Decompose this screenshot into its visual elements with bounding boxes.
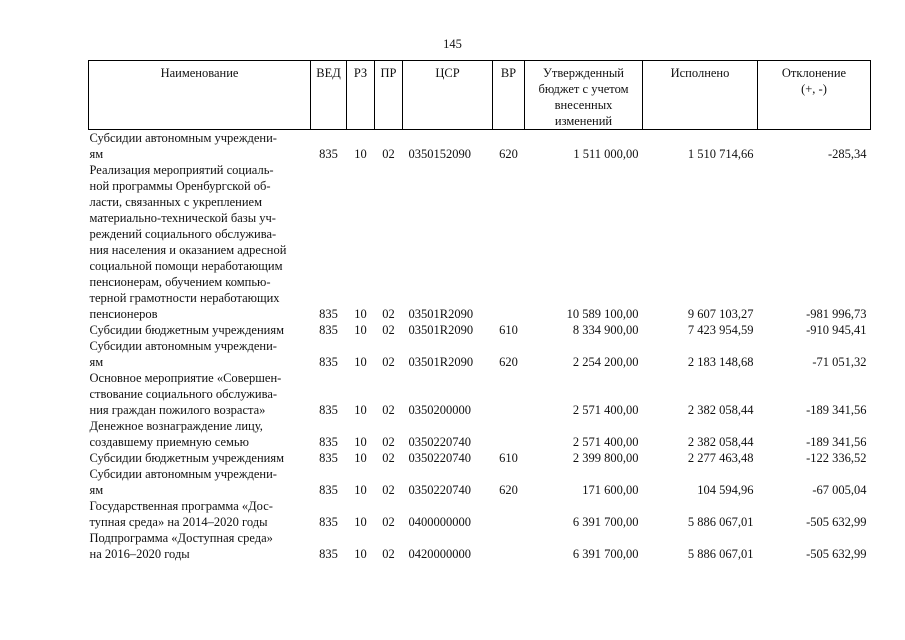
row-vr: 620	[499, 483, 518, 497]
row-pr: 02	[382, 403, 395, 417]
row-executed: 1 510 714,66	[687, 147, 754, 161]
row-executed: 104 594,96	[697, 483, 754, 497]
row-pr: 02	[382, 323, 395, 337]
row-deviation: -189 341,56	[806, 435, 867, 449]
row-name-line: на 2016–2020 годы	[89, 547, 190, 561]
row-name-line: ям	[89, 147, 104, 161]
row-budget: 10 589 100,00	[566, 307, 639, 321]
row-budget: 1 511 000,00	[573, 147, 639, 161]
row-name	[89, 322, 311, 338]
table-row	[89, 130, 871, 163]
table-row	[89, 418, 871, 450]
row-name-line: тупная среда» на 2014–2020 годы	[89, 515, 268, 529]
row-ved: 835	[319, 307, 338, 321]
row-budget: 8 334 900,00	[572, 323, 639, 337]
row-name-line: Субсидии автономным учреждени-	[89, 131, 277, 145]
row-executed: 2 382 058,44	[687, 403, 754, 417]
row-pr: 02	[382, 547, 395, 561]
table-body	[89, 130, 871, 563]
row-csr: 0350220740	[408, 451, 471, 465]
row-name-line: пенсионерам, обучением компью-	[89, 275, 271, 289]
row-executed: 2 183 148,68	[687, 355, 754, 369]
table-row	[89, 450, 871, 466]
row-vr: 620	[499, 355, 518, 369]
table-row	[89, 466, 871, 498]
row-name	[89, 450, 311, 466]
table-row	[89, 530, 871, 562]
row-csr: 0350200000	[408, 403, 471, 417]
row-budget: 6 391 700,00	[572, 547, 639, 561]
row-name-line: ям	[89, 483, 104, 497]
row-vr	[493, 370, 525, 418]
row-vr: 620	[499, 147, 518, 161]
row-name-line: пенсионеров	[89, 307, 158, 321]
row-name	[89, 162, 311, 322]
row-budget: 6 391 700,00	[572, 515, 639, 529]
row-executed: 9 607 103,27	[687, 307, 754, 321]
row-executed: 2 277 463,48	[687, 451, 754, 465]
row-name-line: ласти, связанных с укреплением	[89, 195, 263, 209]
row-deviation: -189 341,56	[806, 403, 867, 417]
row-pr: 02	[382, 147, 395, 161]
row-vr	[493, 498, 525, 530]
row-pr: 02	[382, 307, 395, 321]
row-ved: 835	[319, 515, 338, 529]
row-name	[89, 130, 311, 163]
page-number: 145	[443, 37, 462, 51]
row-vr: 610	[499, 451, 518, 465]
row-name	[89, 498, 311, 530]
row-deviation: -981 996,73	[806, 307, 867, 321]
header-vr: ВР	[493, 61, 525, 130]
row-deviation: -505 632,99	[806, 547, 867, 561]
table-row	[89, 338, 871, 370]
row-name-line: ния граждан пожилого возраста»	[89, 403, 266, 417]
row-ved: 835	[319, 323, 338, 337]
row-executed: 7 423 954,59	[687, 323, 754, 337]
header-deviation: Отклонение (+, -)	[758, 61, 871, 130]
row-csr: 0350152090	[408, 147, 471, 161]
row-pr: 02	[382, 483, 395, 497]
row-name-line: социальной помощи неработающим	[89, 259, 283, 273]
row-csr: 0350220740	[408, 435, 471, 449]
table-row	[89, 322, 871, 338]
row-deviation: -67 005,04	[812, 483, 867, 497]
row-budget: 2 254 200,00	[572, 355, 639, 369]
row-rz: 10	[354, 515, 367, 529]
row-rz: 10	[354, 483, 367, 497]
row-name-line: терной грамотности неработающих	[89, 291, 280, 305]
row-name-line: Субсидии бюджетным учреждениям	[89, 323, 285, 337]
row-name-line: материально-технической базы уч-	[89, 211, 276, 225]
row-vr: 610	[499, 323, 518, 337]
row-executed: 5 886 067,01	[687, 547, 754, 561]
row-name-line: Основное мероприятие «Совершен-	[89, 371, 282, 385]
row-name-line: ствование социального обслужива-	[89, 387, 278, 401]
row-name-line: реждений социального обслужива-	[89, 227, 277, 241]
row-csr: 0400000000	[408, 515, 471, 529]
row-deviation: -910 945,41	[806, 323, 867, 337]
row-rz: 10	[354, 147, 367, 161]
header-pr: ПР	[375, 61, 403, 130]
row-executed: 2 382 058,44	[687, 435, 754, 449]
row-vr	[493, 530, 525, 562]
row-rz: 10	[354, 307, 367, 321]
header-csr: ЦСР	[403, 61, 493, 130]
row-rz: 10	[354, 547, 367, 561]
row-ved: 835	[319, 483, 338, 497]
row-ved: 835	[319, 403, 338, 417]
row-ved: 835	[319, 547, 338, 561]
row-name-line: Субсидии автономным учреждени-	[89, 467, 277, 481]
row-name-line: Реализация мероприятий социаль-	[89, 163, 274, 177]
row-deviation: -285,34	[827, 147, 867, 161]
row-budget: 2 571 400,00	[572, 403, 639, 417]
row-name	[89, 466, 311, 498]
row-rz: 10	[354, 355, 367, 369]
row-vr	[493, 162, 525, 322]
row-csr: 03501R2090	[408, 355, 474, 369]
row-csr: 03501R2090	[408, 323, 474, 337]
row-vr	[493, 418, 525, 450]
table-row	[89, 162, 871, 322]
row-name	[89, 338, 311, 370]
header-budget: Утвержденный бюджет с учетом внесенных изменений	[525, 61, 643, 130]
row-ved: 835	[319, 435, 338, 449]
row-name-line: Подпрограмма «Доступная среда»	[89, 531, 273, 545]
row-deviation: -505 632,99	[806, 515, 867, 529]
row-deviation: -122 336,52	[806, 451, 867, 465]
row-budget: 2 399 800,00	[572, 451, 639, 465]
row-ved: 835	[319, 355, 338, 369]
header-ved: ВЕД	[311, 61, 347, 130]
header-row	[89, 61, 871, 130]
header-executed: Исполнено	[643, 61, 758, 130]
row-rz: 10	[354, 435, 367, 449]
header-rz: РЗ	[347, 61, 375, 130]
table-row	[89, 370, 871, 418]
row-name-line: ной программы Оренбургской об-	[89, 179, 271, 193]
row-name-line: Субсидии автономным учреждени-	[89, 339, 277, 353]
row-name	[89, 530, 311, 562]
row-csr: 03501R2090	[408, 307, 474, 321]
row-ved: 835	[319, 451, 338, 465]
row-pr: 02	[382, 451, 395, 465]
row-name-line: Государственная программа «Дос-	[89, 499, 273, 513]
row-budget: 2 571 400,00	[572, 435, 639, 449]
row-name	[89, 418, 311, 450]
row-executed: 5 886 067,01	[687, 515, 754, 529]
row-ved: 835	[319, 147, 338, 161]
row-name-line: Субсидии бюджетным учреждениям	[89, 451, 285, 465]
row-csr: 0420000000	[408, 547, 471, 561]
row-pr: 02	[382, 515, 395, 529]
row-name-line: ния населения и оказанием адресной	[89, 243, 287, 257]
row-name-line: Денежное вознаграждение лицу,	[89, 419, 263, 433]
row-rz: 10	[354, 451, 367, 465]
table-row	[89, 498, 871, 530]
budget-table	[88, 60, 871, 562]
row-budget: 171 600,00	[582, 483, 639, 497]
row-pr: 02	[382, 355, 395, 369]
row-name	[89, 370, 311, 418]
row-deviation: -71 051,32	[812, 355, 867, 369]
row-rz: 10	[354, 323, 367, 337]
row-name-line: создавшему приемную семью	[89, 435, 249, 449]
row-name-line: ям	[89, 355, 104, 369]
row-pr: 02	[382, 435, 395, 449]
row-csr: 0350220740	[408, 483, 471, 497]
row-rz: 10	[354, 403, 367, 417]
header-name: Наименование	[89, 61, 311, 130]
